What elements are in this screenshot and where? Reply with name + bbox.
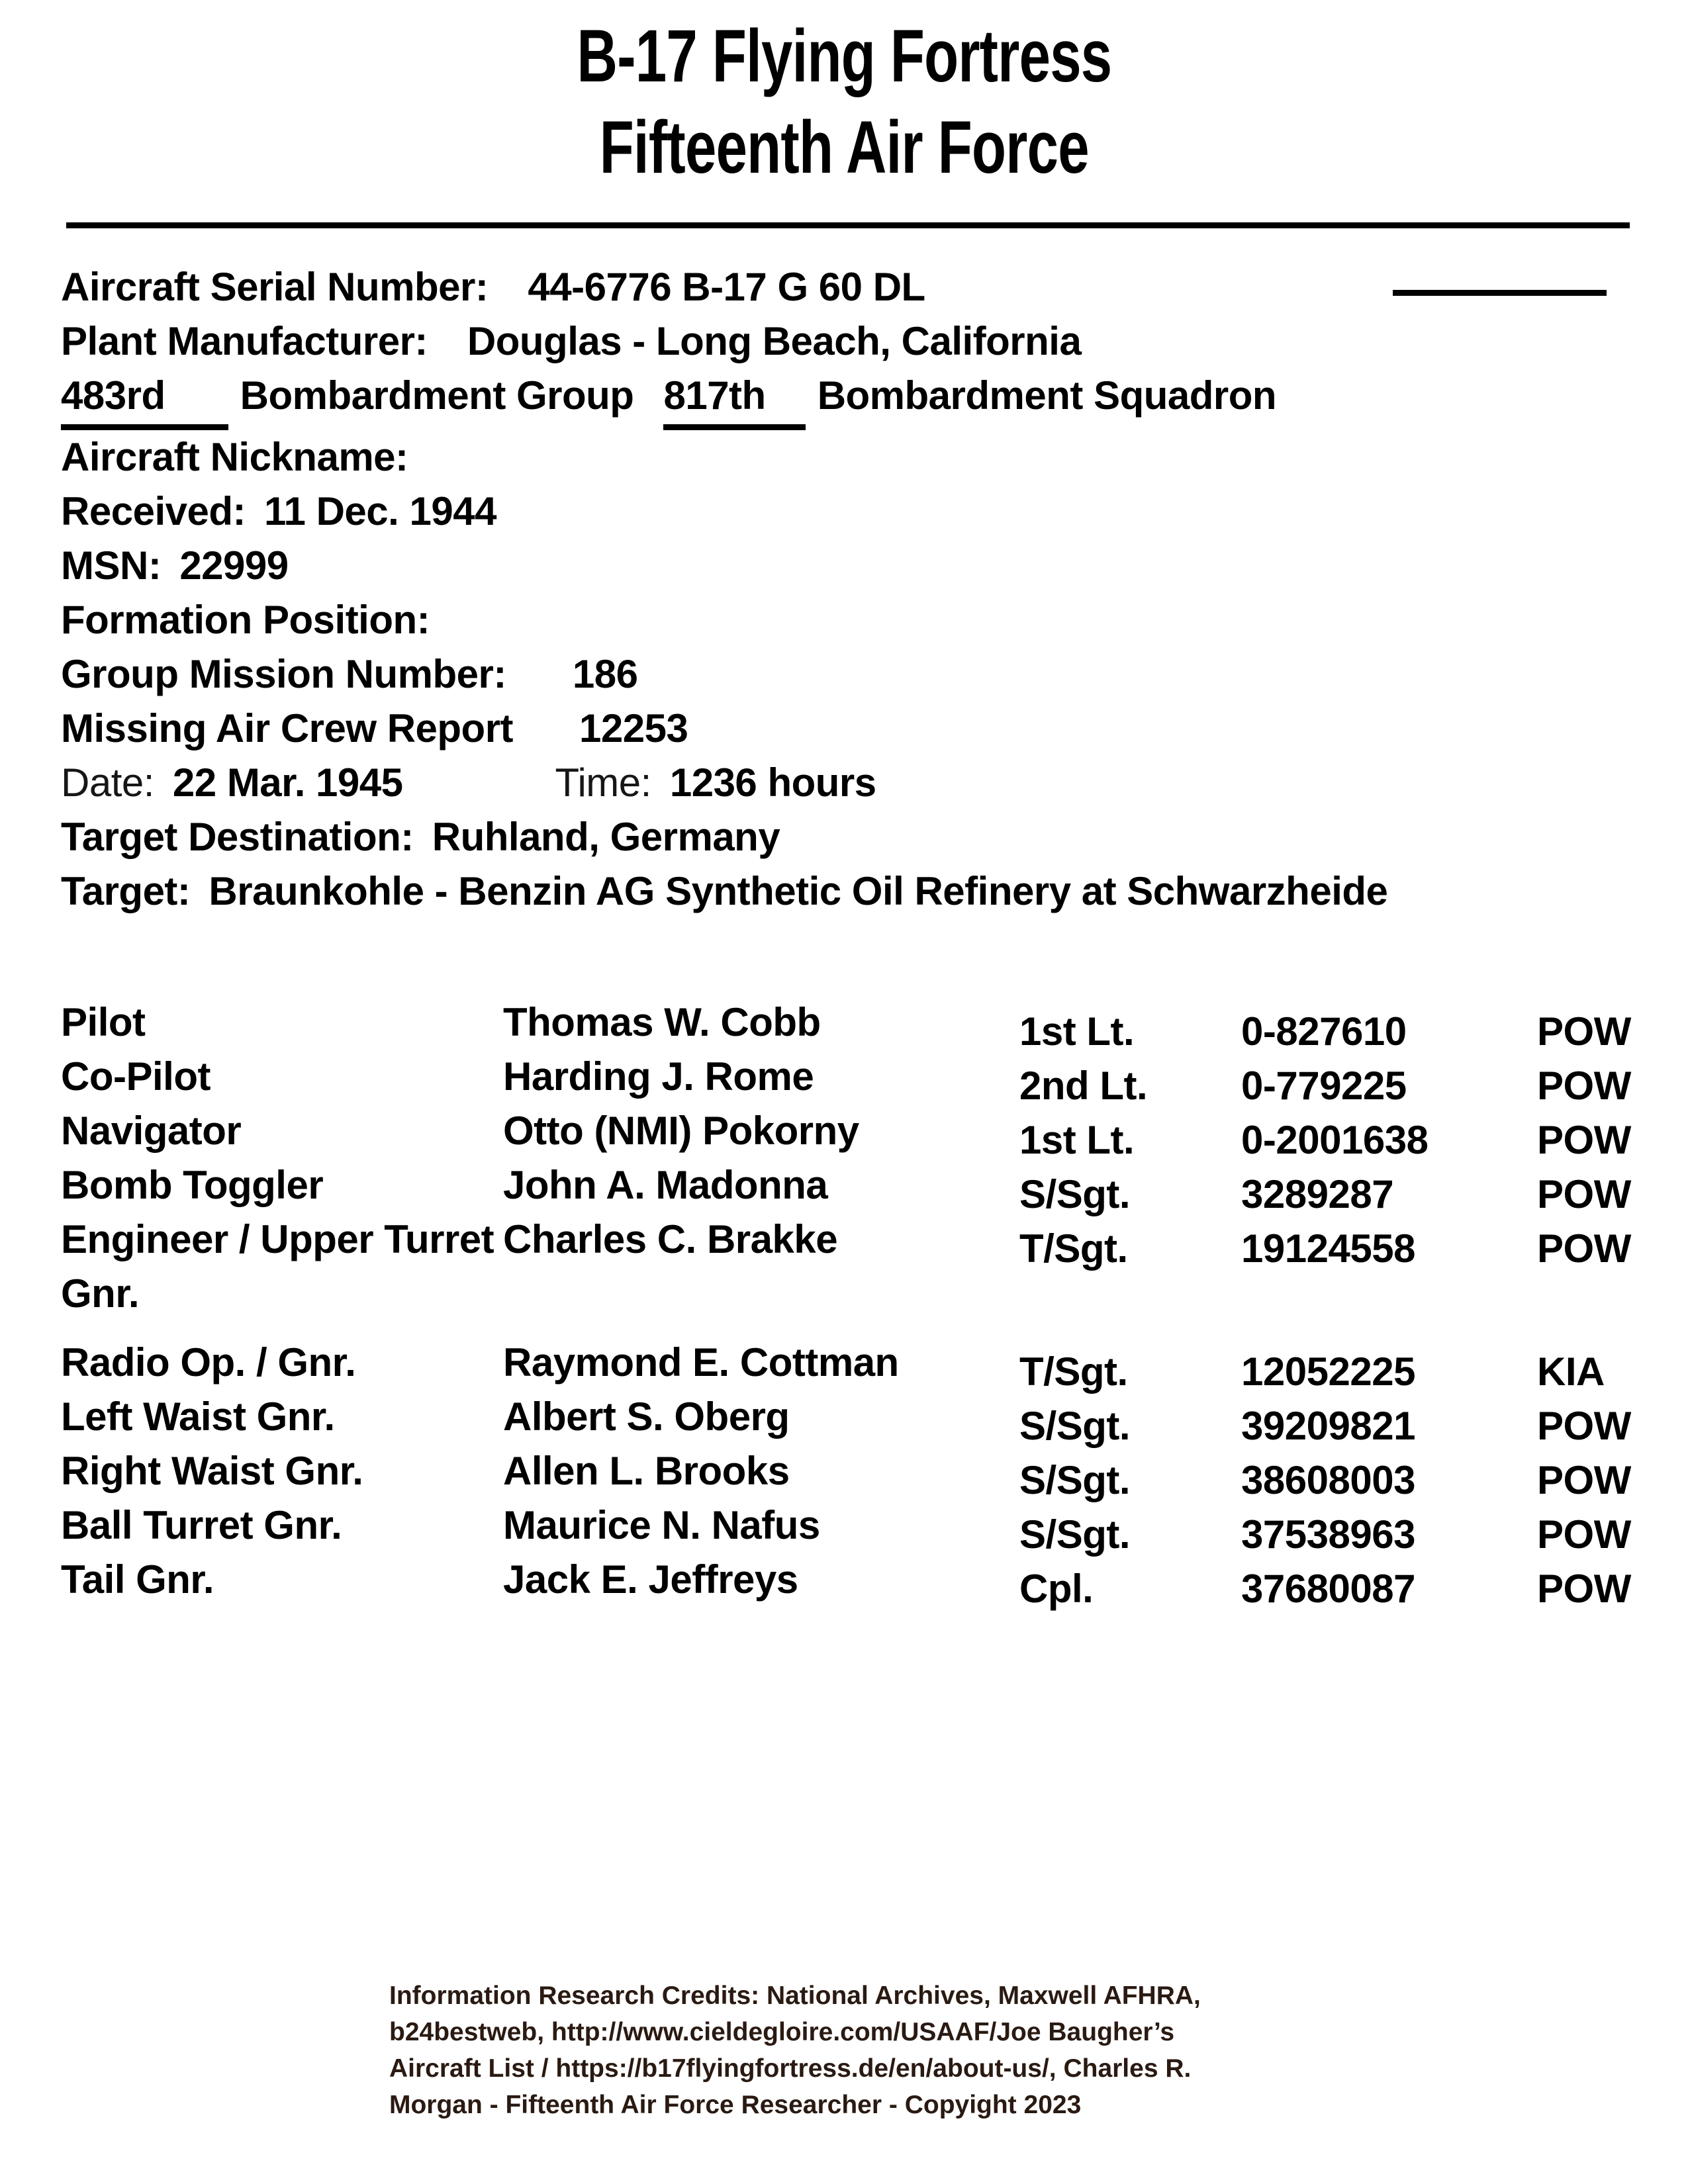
crew-serial: 39209821: [1241, 1404, 1415, 1448]
crew-row-engineer: [61, 1212, 1688, 1321]
crew-status: POW: [1537, 1512, 1631, 1557]
crew-name: John A. Madonna: [503, 1163, 828, 1207]
crew-rank: Cpl.: [1019, 1567, 1094, 1611]
crew-status: POW: [1537, 1172, 1631, 1216]
plant-label: Plant Manufacturer:: [61, 319, 428, 363]
msn-value: 22999: [179, 543, 289, 588]
crew-status: POW: [1537, 1458, 1631, 1502]
received-label: Received:: [61, 489, 246, 533]
crew-rank: 1st Lt.: [1019, 1118, 1135, 1162]
crew-serial: 37538963: [1241, 1512, 1415, 1557]
crew-rank: S/Sgt.: [1019, 1404, 1131, 1448]
info-line-serial: [61, 260, 1688, 314]
serial-blank-underline: [1393, 290, 1607, 296]
crew-serial: 0-827610: [1241, 1009, 1407, 1054]
title-line-2: [0, 102, 1688, 193]
header-divider-rule: [66, 222, 1630, 228]
title-line-2-text: Fifteenth Air Force: [599, 106, 1089, 189]
serial-value: 44-6776 B-17 G 60 DL: [528, 265, 925, 309]
info-line-date-time: [61, 756, 1688, 810]
target-value: Braunkohle - Benzin AG Synthetic Oil Refinery at Schwarzheide: [209, 869, 1388, 913]
crew-name: Maurice N. Nafus: [503, 1503, 820, 1547]
macr-label: Missing Air Crew Report: [61, 706, 514, 751]
crew-serial: 38608003: [1241, 1458, 1415, 1502]
crew-role: Co-Pilot: [61, 1054, 211, 1099]
crew-rank: 2nd Lt.: [1019, 1064, 1148, 1108]
crew-status: POW: [1537, 1567, 1631, 1611]
received-value: 11 Dec. 1944: [263, 489, 496, 533]
crew-serial: 0-2001638: [1241, 1118, 1429, 1162]
group-number-underlined: 483rd: [61, 369, 228, 430]
crew-serial: 3289287: [1241, 1172, 1394, 1216]
crew-name: Jack E. Jeffreys: [503, 1557, 798, 1602]
date-value: 22 Mar. 1945: [172, 760, 403, 805]
info-line-msn: [61, 539, 1688, 593]
target-label: Target:: [61, 869, 191, 913]
crew-serial: 37680087: [1241, 1567, 1415, 1611]
mission-label: Group Mission Number:: [61, 652, 506, 696]
info-line-group-squadron: [61, 369, 1688, 430]
crew-table: [61, 995, 1688, 1611]
target-dest-label: Target Destination:: [61, 815, 414, 859]
crew-name: Otto (NMI) Pokorny: [503, 1109, 859, 1153]
crew-role: Pilot: [61, 1000, 146, 1044]
crew-serial: 12052225: [1241, 1349, 1415, 1394]
nickname-label: Aircraft Nickname:: [61, 435, 408, 479]
time-label: Time:: [555, 760, 651, 805]
crew-name: Allen L. Brooks: [503, 1449, 790, 1493]
crew-name: Albert S. Oberg: [503, 1394, 790, 1439]
footer-credits-line: Aircraft List / https://b17flyingfortress.de/en/about-us/, Charles R.: [389, 2054, 1192, 2083]
msn-label: MSN:: [61, 543, 162, 588]
info-line-nickname: [61, 430, 1688, 484]
crew-role: Engineer / Upper Turret Gnr.: [61, 1217, 494, 1316]
crew-serial: 19124558: [1241, 1226, 1415, 1271]
crew-name: Raymond E. Cottman: [503, 1340, 899, 1385]
squadron-number-underlined: 817th: [663, 369, 805, 430]
crew-status: POW: [1537, 1118, 1631, 1162]
document-header: [0, 0, 1688, 193]
crew-status: POW: [1537, 1404, 1631, 1448]
crew-role: Ball Turret Gnr.: [61, 1503, 342, 1547]
time-value: 1236 hours: [669, 760, 876, 805]
serial-label: Aircraft Serial Number:: [61, 265, 489, 309]
group-label: Bombardment Group: [240, 373, 634, 418]
crew-role: Radio Op. / Gnr.: [61, 1340, 356, 1385]
crew-role: Bomb Toggler: [61, 1163, 324, 1207]
info-line-received: [61, 484, 1688, 539]
squadron-label: Bombardment Squadron: [817, 373, 1277, 418]
crew-rank: T/Sgt.: [1019, 1349, 1128, 1394]
aircraft-info-section: [61, 260, 1688, 919]
crew-rank: S/Sgt.: [1019, 1172, 1131, 1216]
date-label: Date:: [61, 760, 154, 805]
crew-status: POW: [1537, 1064, 1631, 1108]
crew-rank: S/Sgt.: [1019, 1512, 1131, 1557]
crew-role: Navigator: [61, 1109, 242, 1153]
footer-credits-line: Information Research Credits: National Archives, Maxwell AFHRA,: [389, 1981, 1201, 2010]
crew-role: Right Waist Gnr.: [61, 1449, 363, 1493]
crew-rank: 1st Lt.: [1019, 1009, 1135, 1054]
info-line-target-destination: [61, 810, 1688, 864]
footer-credits-line: b24bestweb, http://www.cieldegloire.com/USAAF/Joe Baugher’s: [389, 2018, 1175, 2046]
crew-row-radio-op: [61, 1336, 1688, 1394]
formation-label: Formation Position:: [61, 598, 430, 642]
crew-name: Harding J. Rome: [503, 1054, 814, 1099]
crew-name: Charles C. Brakke: [503, 1217, 838, 1261]
macr-value: 12253: [579, 706, 688, 751]
crew-role: Tail Gnr.: [61, 1557, 214, 1602]
info-line-mission: [61, 647, 1688, 702]
crew-rank: S/Sgt.: [1019, 1458, 1131, 1502]
title-line-1-text: B-17 Flying Fortress: [577, 15, 1111, 97]
crew-status: POW: [1537, 1226, 1631, 1271]
crew-row-pilot: [61, 995, 1688, 1054]
info-line-plant: [61, 314, 1688, 369]
mission-value: 186: [572, 652, 638, 696]
crew-name: Thomas W. Cobb: [503, 1000, 821, 1044]
plant-value: Douglas - Long Beach, California: [467, 319, 1082, 363]
crew-status: POW: [1537, 1009, 1631, 1054]
title-line-1: [0, 11, 1688, 102]
crew-role: Left Waist Gnr.: [61, 1394, 335, 1439]
info-line-macr: [61, 702, 1688, 756]
crew-rank: T/Sgt.: [1019, 1226, 1128, 1271]
crew-serial: 0-779225: [1241, 1064, 1407, 1108]
footer-credits-line: Morgan - Fifteenth Air Force Researcher - Copyight 2023: [389, 2091, 1082, 2119]
info-line-target: [61, 864, 1688, 919]
crew-status: KIA: [1537, 1349, 1605, 1394]
target-dest-value: Ruhland, Germany: [432, 815, 780, 859]
footer-credits: [389, 1978, 1395, 2123]
info-line-formation: [61, 593, 1688, 647]
